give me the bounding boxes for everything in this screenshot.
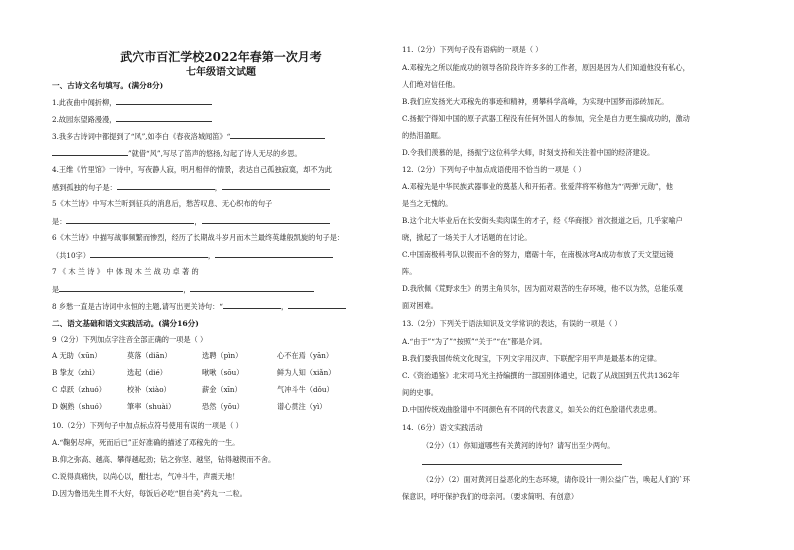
- question-14-part-1: （2分）（1）你知道哪些有关黄河的诗句？请写出至少两句。: [422, 441, 615, 450]
- question-12-option-a-line-1: A.邓稼先是中华民族武器事业的奠基人和开拓者。张爱萍将军称他为“‘两弹’元勋”，他: [402, 182, 673, 191]
- question-4-line-2: 感到孤独的句子是： ，: [52, 181, 330, 194]
- exam-subtitle: 七年级语文试题: [186, 67, 256, 78]
- question-13: 13.（2分）下列关于语法知识及文学常识的表达，有误的一项是（ ）: [402, 319, 622, 328]
- question-4-line-1: 4.王维《竹里馆》一诗中，写夜静人寂，明月相伴的情景，表达自己孤独寂寞，却不为此: [52, 165, 332, 174]
- answer-blank[interactable]: [422, 456, 622, 465]
- question-11-option-c-line-1: C.扬振宁得知中国的原子武器工程没有任何外国人的参加，完全是自力更生搞成功的，激动: [402, 114, 690, 123]
- question-7-line-1: 7 《 木 兰 诗 》 中 体 现 木 兰 战 功 卓 著 的: [52, 267, 199, 276]
- answer-blank[interactable]: [52, 147, 128, 156]
- question-9-option-row: C 卓跃（zhuó） 校补（xiào） 薪金（xīn） 气冲斗牛（dǒu）: [52, 385, 334, 394]
- question-12-option-b-line-2: 晓，掀起了一场关于人才话题的在讨论。: [402, 233, 532, 242]
- answer-blank[interactable]: [223, 300, 281, 309]
- question-9-option-row: B 挚友（zhì） 选起（dié） 啾啾（sōu） 鲜为人知（xiǎn）: [52, 368, 336, 377]
- question-14-part-1-answer: [422, 456, 622, 469]
- answer-blank[interactable]: [202, 215, 330, 224]
- question-12-option-d-line-2: 面对困难。: [402, 301, 438, 310]
- question-14-part-2-line-2: 保意识，呼吁保护我们的母亲河。（要求简明、有创意）: [402, 492, 579, 501]
- question-2: 2.故园东望路漫漫，: [52, 113, 212, 126]
- question-11-option-a-line-1: A.邓稼先之所以能成功的领导各阶段许许多多的工作者，原因是因为人们知道他没有私心，: [402, 63, 690, 72]
- question-12-option-c-line-1: C.中国南极科考队以锲而不舍的努力，磨砺十年，在南极冰穹A成功布放了天文望远镜: [402, 250, 674, 259]
- question-5-line-2: 是： ，: [52, 215, 330, 228]
- answer-blank[interactable]: [190, 283, 314, 292]
- question-9-option-row: D 娴熟（shuó） 筆率（shuài） 恐然（yōu） 谱心贯注（yì）: [52, 402, 327, 411]
- answer-blank[interactable]: [230, 130, 325, 139]
- question-1: 1.此夜曲中闻折柳，: [52, 96, 212, 109]
- question-11-option-b: B.我们应发扬光大邓稼先的事迹和精神，勇攀科学高峰，为实现中国梦而添砖加瓦。: [402, 97, 669, 106]
- answer-blank[interactable]: [59, 283, 183, 292]
- answer-blank[interactable]: [288, 300, 346, 309]
- question-13-option-c-line-1: C.《资治通鉴》北宋司马光主持编撰的一部国别体通史，记载了从战国到五代共1362年: [402, 371, 680, 380]
- question-3-line-2: ”就借“风”,写尽了笛声的悠扬,勾起了诗人无尽的乡思。: [52, 147, 302, 160]
- question-6-line-2: （共10字） ，: [52, 249, 333, 262]
- question-12-option-d-line-1: D.我欣佩《荒野求生》的男主角贝尔，因为面对艰苦的生存环境，他不以为然，总能乐观: [402, 284, 683, 293]
- section-1-heading: 一、古诗文名句填写。(满分8分): [52, 81, 164, 90]
- question-14-part-2-line-1: （2分）（2）面对黄河日益恶化的生态环境，请你设计一则公益广告，唤起人们的`环: [422, 475, 690, 484]
- question-9: 9（2分）下列加点字注音全部正确的一项是（ ）: [52, 335, 208, 344]
- exam-title: 武穴市百汇学校2022年春第一次月考: [120, 50, 322, 64]
- question-13-option-b: B.我们要我国传统文化现宝，下列文字用汉声、下联配字用平声是最基本的定律。: [402, 354, 662, 363]
- question-5-line-1: 5《木兰诗》中写木兰听到征兵的消息后，愁苦叹息、无心织布的句子: [52, 199, 273, 208]
- question-12: 12.（2分）下列句子中加点成语使用不恰当的一项是（ ）: [402, 165, 586, 174]
- question-10: 10.（2分）下列句子中加点标点符号使用有误的一项是（ ）: [52, 421, 243, 430]
- answer-blank[interactable]: [66, 215, 194, 224]
- answer-blank[interactable]: [116, 96, 212, 105]
- question-11: 11.（2分）下列句子没有语病的一项是（ ）: [402, 45, 543, 54]
- question-10-option-b: B.仰之弥高、越高、攀得越起劲；钻之弥坚、越坚，钻得越锲而不舍。: [52, 455, 276, 464]
- question-7-line-2: 是 ，: [52, 283, 314, 296]
- question-11-option-d: D.令我们羡慕的是，扬振宁这位科学大师，时刻支持和关注着中国的经济建设。: [402, 148, 655, 157]
- question-12-option-a-line-2: 是当之无愧的。: [402, 199, 453, 208]
- question-10-option-c: C.说得真痛快，以尚心以，酣壮志，气冲斗牛，声震天地！: [52, 472, 240, 481]
- question-9-option-row: A 无助（xūn） 莫落（diān） 选聘（pìn） 心不在焉（yān）: [52, 351, 334, 360]
- question-10-option-a: A.“鞠躬尽瘁，死而后已”正好准确的描述了邓稼先的一生。: [52, 438, 240, 447]
- question-13-option-d: D.中国传统戏曲脸谱中不同颜色有不同的代表意义，如关公的红色脸谱代表忠勇。: [402, 405, 662, 414]
- question-11-option-c-line-2: 的热泪盈眶。: [402, 131, 446, 140]
- question-10-option-d: D.因为鲁迅先生胃不大好，每饭后必吃“胆自美”药丸一二粒。: [52, 489, 247, 498]
- question-3-line-1: 3.我多古诗词中都提到了“风”,如李白《春夜洛城闻笛》“: [52, 130, 325, 143]
- answer-blank[interactable]: [117, 181, 215, 190]
- answer-blank[interactable]: [222, 181, 330, 190]
- question-14: 14.（6分）语文实践活动: [402, 423, 483, 432]
- question-11-option-a-line-2: 人们绝对信任他。: [402, 80, 460, 89]
- answer-blank[interactable]: [215, 249, 333, 258]
- question-13-option-a: A.“由于”“为了”“按照”“关于”“在”都是介词。: [402, 337, 547, 346]
- question-12-option-b-line-1: B.这个北大毕业后在长安街头卖肉谋生的才子，经《华商报》首次报道之后，几乎家喻户: [402, 216, 683, 225]
- answer-blank[interactable]: [90, 249, 208, 258]
- question-13-option-c-line-2: 间的史事。: [402, 388, 438, 397]
- question-6-line-1: 6《木兰诗》中描写战事频繁而惨烈，经历了长期战斗岁月而木兰最终英雄般凯旋的句子是：: [52, 233, 345, 242]
- answer-blank[interactable]: [116, 113, 212, 122]
- section-2-heading: 二、语文基础和语文实践活动。(满分16分): [52, 319, 199, 328]
- question-12-option-c-line-2: 阵。: [402, 267, 417, 276]
- question-8: 8 乡愁一直是古诗词中永恒的主题,请写出更关诗句：“ ，: [52, 300, 346, 313]
